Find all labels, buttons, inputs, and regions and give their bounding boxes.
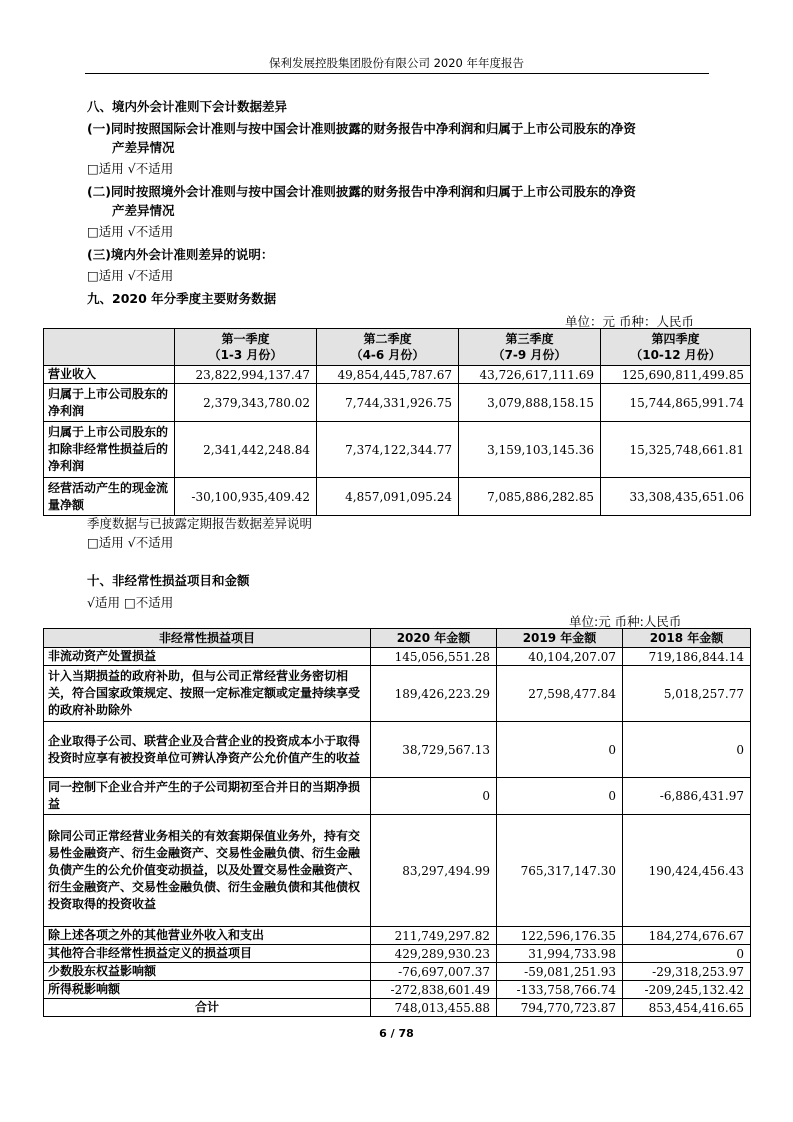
cell-value: 83,297,494.99 [371, 815, 497, 927]
cell-value: 15,325,748,661.81 [601, 422, 751, 478]
section9-note-option: □适用 √不适用 [87, 535, 174, 550]
cell-value: 184,274,676.67 [623, 927, 751, 945]
section10-title: 十、非经常性损益项目和金额 [87, 573, 250, 588]
cell-value: 189,426,223.29 [371, 666, 497, 722]
section10-unit: 单位:元 币种:人民币 [569, 614, 682, 629]
cell-value: 33,308,435,651.06 [601, 478, 751, 516]
cell-value: 0 [623, 722, 751, 778]
quarterly-header-blank [44, 329, 175, 366]
row-label-total: 合计 [44, 999, 371, 1017]
section8-sub1-line2: 产差异情况 [112, 140, 175, 155]
cell-value: 853,454,416.65 [623, 999, 751, 1017]
header-item: 非经常性损益项目 [44, 629, 371, 648]
header-2018: 2018 年金额 [623, 629, 751, 648]
table-row [44, 927, 751, 945]
cell-value: -29,318,253.97 [623, 963, 751, 981]
section8-sub2-line1: (二)同时按照境外会计准则与按中国会计准则披露的财务报告中净利润和归属于上市公司股东的净资 [87, 184, 636, 199]
quarterly-header-q1: 第一季度 （1-3 月份） [175, 329, 317, 366]
cell-value: 765,317,147.30 [497, 815, 623, 927]
cell-value: 0 [371, 778, 497, 815]
cell-value: 43,726,617,111.69 [459, 366, 601, 384]
cell-value: 15,744,865,991.74 [601, 384, 751, 422]
row-label: 归属于上市公司股东的净利润 [44, 384, 175, 422]
cell-value: -272,838,601.49 [371, 981, 497, 999]
report-header: 保利发展控股集团股份有限公司 2020 年年度报告 [268, 56, 525, 70]
row-label: 营业收入 [44, 366, 175, 384]
table-row [44, 981, 751, 999]
row-label: 经营活动产生的现金流量净额 [44, 478, 175, 516]
cell-value: 49,854,445,787.67 [317, 366, 459, 384]
section9-note: 季度数据与已披露定期报告数据差异说明 [87, 516, 313, 531]
cell-value: -6,886,431.97 [623, 778, 751, 815]
cell-value: 125,690,811,499.85 [601, 366, 751, 384]
row-label: 非流动资产处置损益 [44, 648, 371, 666]
table-row [44, 815, 751, 927]
section8-title: 八、境内外会计准则下会计数据差异 [87, 99, 288, 114]
section9-title: 九、2020 年分季度主要财务数据 [87, 291, 277, 306]
section8-sub3: (三)境内外会计准则差异的说明： [87, 247, 274, 262]
cell-value: 429,289,930.23 [371, 945, 497, 963]
cell-value: 7,744,331,926.75 [317, 384, 459, 422]
cell-value: 31,994,733.98 [497, 945, 623, 963]
cell-value: -133,758,766.74 [497, 981, 623, 999]
cell-value: 122,596,176.35 [497, 927, 623, 945]
section8-sub3-option: □适用 √不适用 [87, 268, 174, 283]
section10-option: √适用 □不适用 [87, 595, 174, 610]
quarterly-header-q3: 第三季度 （7-9 月份） [459, 329, 601, 366]
row-label: 少数股东权益影响额 [44, 963, 371, 981]
row-label: 所得税影响额 [44, 981, 371, 999]
cell-value: 748,013,455.88 [371, 999, 497, 1017]
cell-value: -30,100,935,409.42 [175, 478, 317, 516]
section8-sub2-line2: 产差异情况 [112, 203, 175, 218]
cell-value: 7,085,886,282.85 [459, 478, 601, 516]
cell-value: 211,749,297.82 [371, 927, 497, 945]
quarterly-table [43, 328, 751, 516]
row-label: 企业取得子公司、联营企业及合营企业的投资成本小于取得投资时应享有被投资单位可辨认净资产公允价值产生的收益 [44, 722, 371, 778]
row-label: 同一控制下企业合并产生的子公司期初至合并日的当期净损益 [44, 778, 371, 815]
cell-value: 23,822,994,137.47 [175, 366, 317, 384]
cell-value: 0 [623, 945, 751, 963]
table-row [44, 722, 751, 778]
row-label: 除同公司正常经营业务相关的有效套期保值业务外，持有交易性金融资产、衍生金融资产、交易性金融负债、衍生金融负债产生的公允价值变动损益，以及处置交易性金融资产、衍生金融资产、交易性金融负债、衍生金融负债和其他债权投资取得的投资收益 [44, 815, 371, 927]
cell-value: -59,081,251.93 [497, 963, 623, 981]
cell-value: 3,079,888,158.15 [459, 384, 601, 422]
cell-value: 40,104,207.07 [497, 648, 623, 666]
cell-value: 0 [497, 778, 623, 815]
cell-value: -76,697,007.37 [371, 963, 497, 981]
table-row-total [44, 999, 751, 1017]
header-2019: 2019 年金额 [497, 629, 623, 648]
row-label: 归属于上市公司股东的扣除非经常性损益后的净利润 [44, 422, 175, 478]
header-2020: 2020 年金额 [371, 629, 497, 648]
table-row [44, 945, 751, 963]
table-row [44, 422, 751, 478]
table-row [44, 778, 751, 815]
table-row [44, 666, 751, 722]
section8-sub1-option: □适用 √不适用 [87, 161, 174, 176]
cell-value: 4,857,091,095.24 [317, 478, 459, 516]
quarterly-header-row [44, 329, 751, 366]
section8-sub1-line1: (一)同时按照国际会计准则与按中国会计准则披露的财务报告中净利润和归属于上市公司股东的净资 [87, 121, 636, 136]
table-row [44, 384, 751, 422]
cell-value: 0 [497, 722, 623, 778]
cell-value: -209,245,132.42 [623, 981, 751, 999]
page-number: 6 / 78 [379, 1027, 414, 1040]
table-row [44, 648, 751, 666]
cell-value: 145,056,551.28 [371, 648, 497, 666]
cell-value: 2,379,343,780.02 [175, 384, 317, 422]
cell-value: 190,424,456.43 [623, 815, 751, 927]
section8-sub2-option: □适用 √不适用 [87, 224, 174, 239]
row-label: 计入当期损益的政府补助，但与公司正常经营业务密切相关，符合国家政策规定、按照一定标准定额或定量持续享受的政府补助除外 [44, 666, 371, 722]
cell-value: 3,159,103,145.36 [459, 422, 601, 478]
quarterly-header-q2: 第二季度 （4-6 月份） [317, 329, 459, 366]
header-divider [85, 73, 709, 74]
row-label: 其他符合非经常性损益定义的损益项目 [44, 945, 371, 963]
cell-value: 719,186,844.14 [623, 648, 751, 666]
cell-value: 38,729,567.13 [371, 722, 497, 778]
row-label: 除上述各项之外的其他营业外收入和支出 [44, 927, 371, 945]
section9-unit: 单位：元 币种：人民币 [565, 314, 694, 329]
cell-value: 794,770,723.87 [497, 999, 623, 1017]
table-row [44, 366, 751, 384]
table-row [44, 963, 751, 981]
non-recurring-table [43, 628, 751, 1017]
table-row [44, 478, 751, 516]
cell-value: 5,018,257.77 [623, 666, 751, 722]
quarterly-header-q4: 第四季度 （10-12 月份） [601, 329, 751, 366]
cell-value: 7,374,122,344.77 [317, 422, 459, 478]
cell-value: 2,341,442,248.84 [175, 422, 317, 478]
non-recurring-header-row [44, 629, 751, 648]
cell-value: 27,598,477.84 [497, 666, 623, 722]
